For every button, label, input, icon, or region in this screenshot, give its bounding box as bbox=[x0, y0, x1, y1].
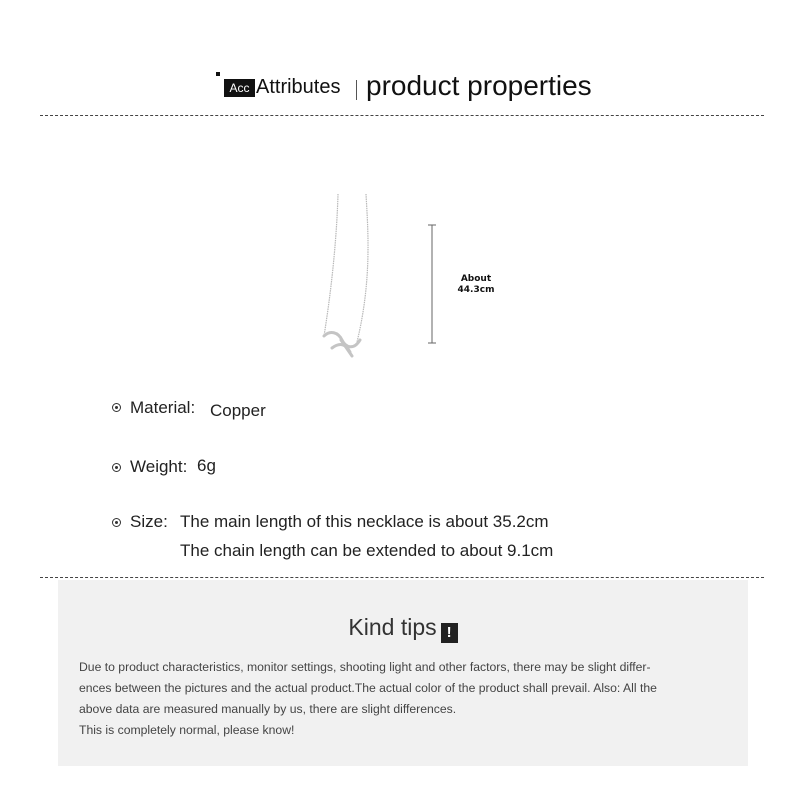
header-attributes-label: Attributes bbox=[256, 76, 341, 98]
size-label: Size: bbox=[130, 512, 168, 531]
section-header bbox=[0, 68, 800, 108]
tips-line-1: Due to product characteristics, monitor settings, shooting light and other factors, there may be slight differ- bbox=[79, 660, 651, 674]
measure-label-line2: 44.3cm bbox=[457, 285, 495, 295]
size-line-1: The main length of this necklace is about 35.2cm bbox=[180, 512, 549, 531]
tips-line-4: This is completely normal, please know! bbox=[79, 723, 295, 737]
tips-title bbox=[58, 614, 748, 643]
weight-value: 6g bbox=[197, 456, 216, 475]
tips-line-3: above data are measured manually by us, there are slight differences. bbox=[79, 702, 457, 716]
necklace-chain bbox=[324, 194, 368, 342]
size-bullet-icon bbox=[112, 518, 121, 527]
tips-title-text: Kind tips bbox=[348, 614, 437, 640]
material-value: Copper bbox=[210, 401, 266, 420]
tips-line-2: ences between the pictures and the actual product.The actual color of the product shall prevail. Also: All the bbox=[79, 681, 657, 695]
tips-panel bbox=[58, 580, 748, 766]
weight-label: Weight: bbox=[130, 457, 188, 476]
weight-bullet-icon bbox=[112, 463, 121, 472]
measure-label-line1: About bbox=[460, 274, 492, 284]
measure-indicator bbox=[428, 225, 436, 343]
bottom-divider bbox=[40, 577, 764, 578]
tips-body bbox=[79, 657, 734, 741]
header-dot-icon bbox=[216, 72, 220, 76]
material-label: Material: bbox=[130, 398, 196, 417]
measure-label bbox=[448, 274, 504, 296]
necklace-pendant bbox=[324, 333, 360, 356]
material-bullet-icon bbox=[112, 403, 121, 412]
top-divider bbox=[40, 115, 764, 116]
page-title: product properties bbox=[366, 70, 592, 101]
size-line-2: The chain length can be extended to about 9.1cm bbox=[180, 541, 554, 560]
header-badge: Acc bbox=[224, 79, 255, 97]
exclamation-icon: ! bbox=[441, 623, 458, 643]
header-divider bbox=[356, 80, 357, 100]
